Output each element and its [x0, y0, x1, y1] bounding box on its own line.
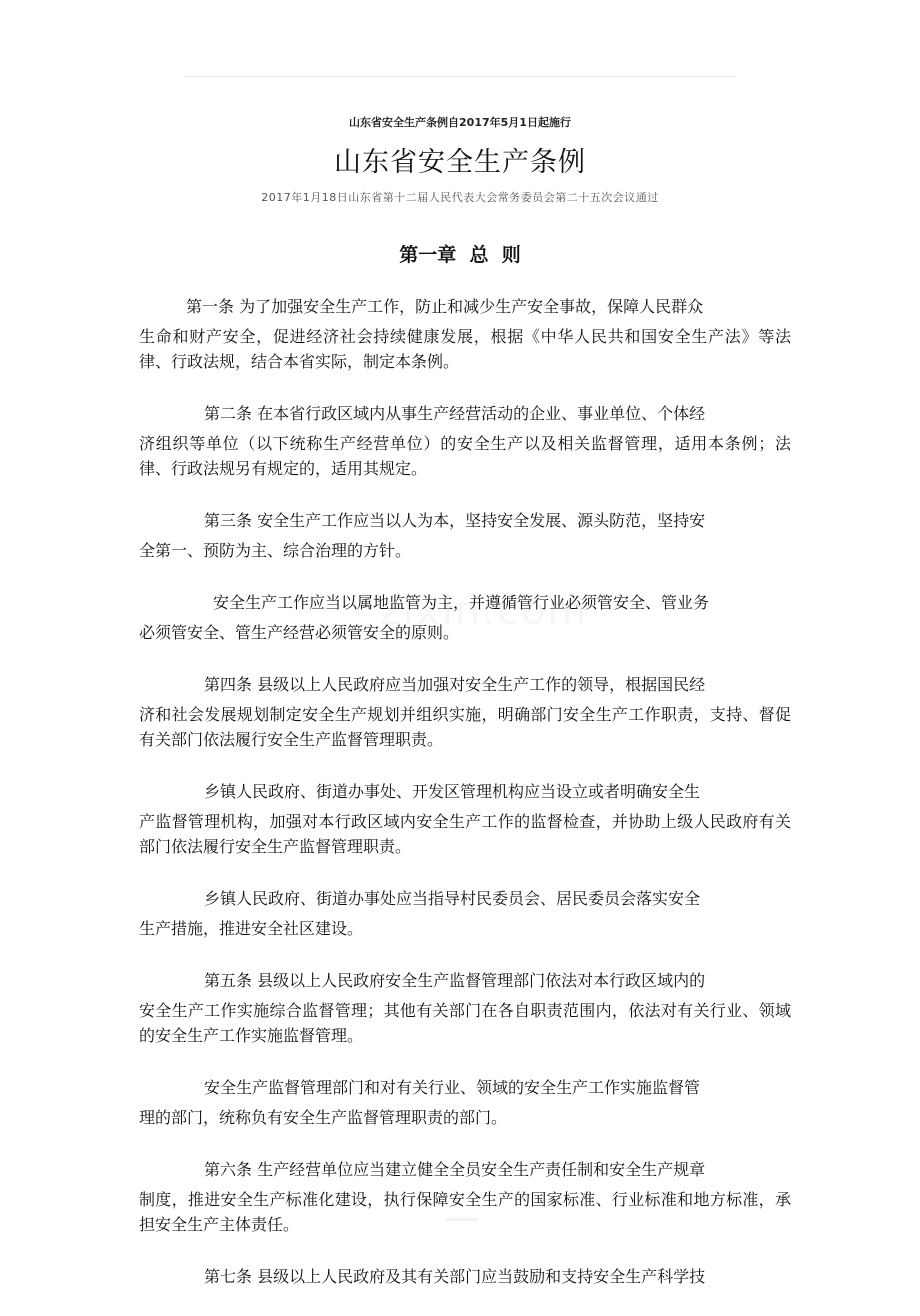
page-footer-mark: [445, 1218, 477, 1221]
paragraph-first-line: 乡镇人民政府、街道办事处、开发区管理机构应当设立或者明确安全生: [204, 782, 701, 801]
paragraph-text: 产监督管理机构，加强对本行政区域内安全生产工作的监督检查，并协助上级人民政府有关部门依法履行安全生产监督管理职责。: [139, 812, 791, 856]
article-paragraph: [139, 774, 791, 859]
paragraph-text: 全第一、预防为主、综合治理的方针。: [139, 541, 412, 560]
adoption-note: 2017年1月18日山东省第十二届人民代表大会常务委员会第二十五次会议通过: [261, 191, 659, 204]
paragraph-first-line: 第三条 安全生产工作应当以人为本，坚持安全发展、源头防范，坚持安: [204, 511, 706, 530]
paragraph-text: 济组织等单位（以下统称生产经营单位）的安全生产以及相关监督管理，适用本条例；法律、行政法规另有规定的，适用其规定。: [139, 434, 791, 478]
article-paragraph: [139, 289, 791, 374]
article-paragraph: [139, 963, 791, 1048]
paragraph-text: 济和社会发展规划制定安全生产规划并组织实施，明确部门安全生产工作职责，支持、督促有关部门依法履行安全生产监督管理职责。: [139, 705, 791, 749]
paragraph-text: 必须管安全、管生产经营必须管安全的原则。: [139, 623, 460, 642]
article-paragraph: [139, 1152, 791, 1237]
paragraph-text: 制度，推进安全生产标准化建设，执行保障安全生产的国家标准、行业标准和地方标准，承担安全生产主体责任。: [139, 1190, 791, 1234]
paragraph-first-line: 第六条 生产经营单位应当建立健全全员安全生产责任制和安全生产规章: [204, 1160, 706, 1179]
article-body: [139, 289, 791, 1316]
paragraph-text: 生产措施，推进安全社区建设。: [139, 919, 364, 938]
paragraph-first-line: 安全生产工作应当以属地监管为主，并遵循管行业必须管安全、管业务: [213, 593, 710, 612]
paragraph-text: 理的部门，统称负有安全生产监督管理职责的部门。: [139, 1108, 508, 1127]
article-paragraph: [139, 667, 791, 752]
paragraph-first-line: 第五条 县级以上人民政府安全生产监督管理部门依法对本行政区域内的: [204, 971, 706, 990]
document-title: 山东省安全生产条例: [334, 147, 586, 178]
article-paragraph: [139, 1070, 791, 1130]
paragraph-first-line: 第一条 为了加强安全生产工作，防止和减少生产安全事故，保障人民群众: [186, 297, 704, 316]
paragraph-first-line: 第二条 在本省行政区域内从事生产经营活动的企业、事业单位、个体经: [204, 404, 706, 423]
paragraph-first-line: 第四条 县级以上人民政府应当加强对安全生产工作的领导，根据国民经: [204, 675, 706, 694]
article-paragraph: [139, 1259, 791, 1294]
headline: 山东省安全生产条例自2017年5月1日起施行: [349, 116, 571, 129]
article-paragraph: [139, 881, 791, 941]
paragraph-first-line: 第七条 县级以上人民政府及其有关部门应当鼓励和支持安全生产科学技: [204, 1267, 706, 1286]
article-paragraph: [139, 585, 791, 645]
paragraph-first-line: 乡镇人民政府、街道办事处应当指导村民委员会、居民委员会落实安全: [204, 889, 701, 908]
article-paragraph: [139, 396, 791, 481]
paragraph-text: 生命和财产安全，促进经济社会持续健康发展，根据《中华人民共和国安全生产法》等法律、行政法规，结合本省实际，制定本条例。: [139, 327, 791, 371]
article-paragraph: [139, 503, 791, 563]
paragraph-first-line: 安全生产监督管理部门和对有关行业、领域的安全生产工作实施监督管: [204, 1078, 701, 1097]
top-divider: [185, 76, 735, 77]
chapter-title: 第一章 总 则: [399, 244, 521, 266]
paragraph-text: 安全生产工作实施综合监督管理；其他有关部门在各自职责范围内，依法对有关行业、领域的安全生产工作实施监督管理。: [139, 1001, 791, 1045]
